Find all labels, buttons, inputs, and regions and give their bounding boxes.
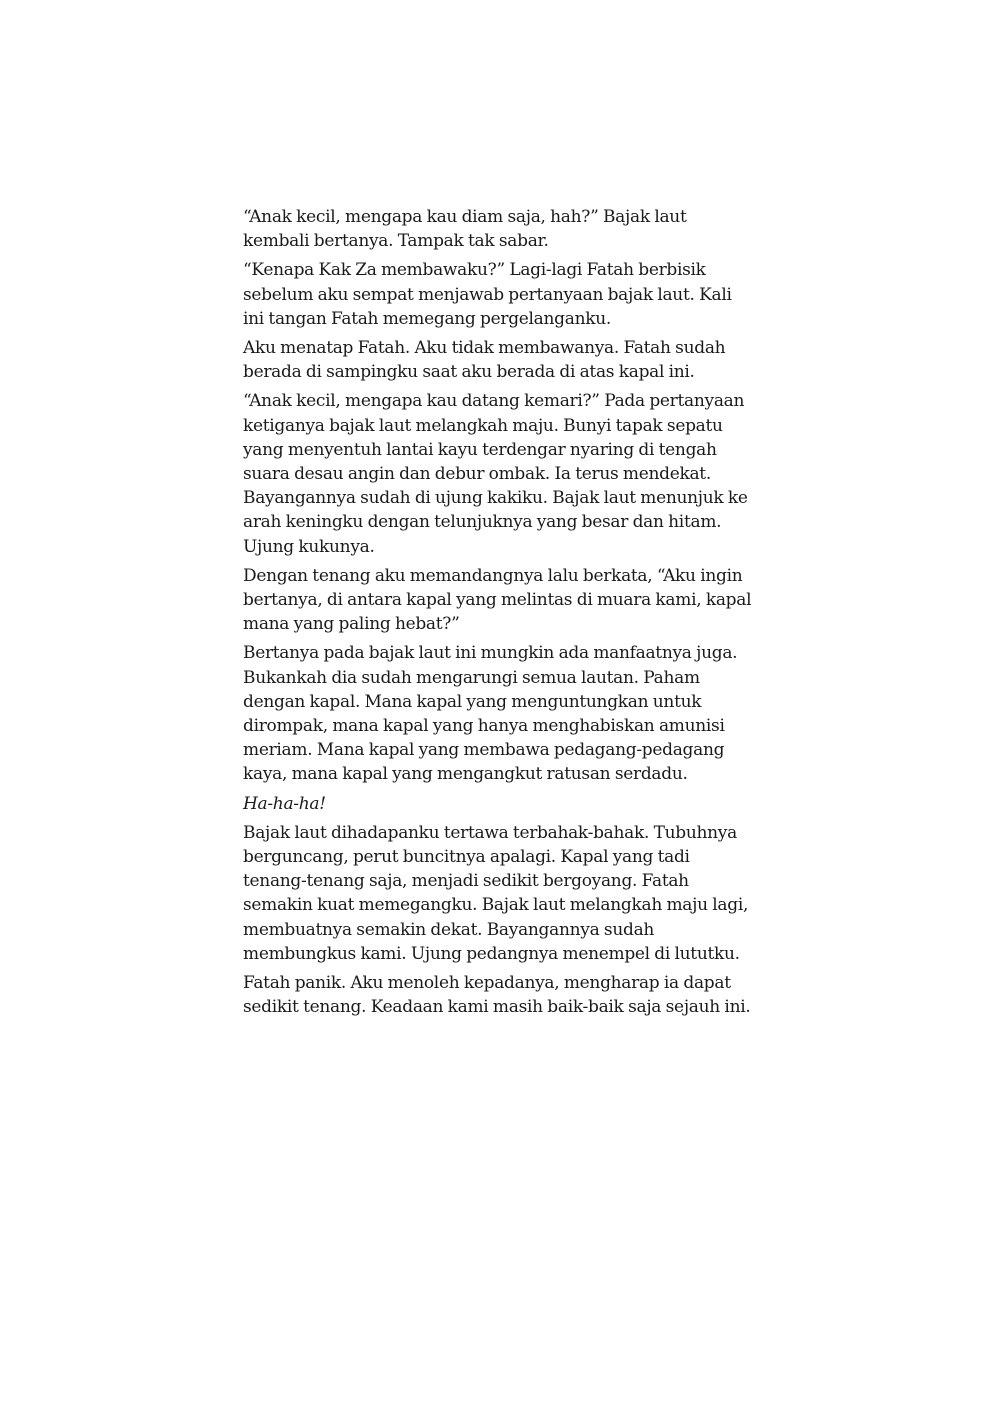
paragraph: “Kenapa Kak Za membawaku?” Lagi-lagi Fatah berbisik sebelum aku sempat menjawab pertanyaan bajak laut. Kali ini tangan Fatah memegang pergelanganku. — [243, 260, 732, 329]
paragraph-exclamation: Ha-ha-ha! — [243, 793, 326, 814]
paragraph: Fatah panik. Aku menoleh kepadanya, mengharap ia dapat sedikit tenang. Keadaan kami masih baik-baik saja sejauh ini. — [243, 973, 751, 1018]
paragraph: Bajak laut dihadapanku tertawa terbahak-bahak. Tubuhnya berguncang, perut buncitnya apalagi. Kapal yang tadi tenang-tenang saja, menjadi sedikit bergoyang. Fatah semakin kuat memegangku. Bajak laut melangkah maju lagi, membuatnya semakin dekat. Bayangannya sudah membungkus kami. Ujung pedangnya menempel di lututku. — [243, 822, 749, 964]
paragraph: Dengan tenang aku memandangnya lalu berkata, “Aku ingin bertanya, di antara kapal yang melintas di muara kami, kapal mana yang paling hebat?” — [243, 565, 752, 635]
paragraph: Bertanya pada bajak laut ini mungkin ada manfaatnya juga. Bukankah dia sudah mengarungi semua lautan. Paham dengan kapal. Mana kapal yang menguntungkan untuk dirompak, mana kapal yang hanya menghabiskan amunisi meriam. Mana kapal yang membawa pedagang-pedagang kaya, mana kapal yang mengangkut ratusan serdadu. — [243, 643, 738, 785]
paragraph: “Anak kecil, mengapa kau datang kemari?” Pada pertanyaan ketiganya bajak laut melangkah maju. Bunyi tapak sepatu yang menyentuh lantai kayu terdengar nyaring di tengah suara desau angin dan debur ombak. Ia terus mendekat. Bayangannya sudah di ujung kakiku. Bajak laut menunjuk ke arah keningku dengan telunjuknya yang besar dan hitam. Ujung kukunya. — [243, 391, 748, 557]
paragraph: Aku menatap Fatah. Aku tidak membawanya. Fatah sudah berada di sampingku saat aku berada di atas kapal ini. — [243, 338, 726, 383]
story-text — [243, 205, 753, 1025]
paragraph: “Anak kecil, mengapa kau diam saja, hah?” Bajak laut kembali bertanya. Tampak tak sabar. — [243, 207, 687, 252]
